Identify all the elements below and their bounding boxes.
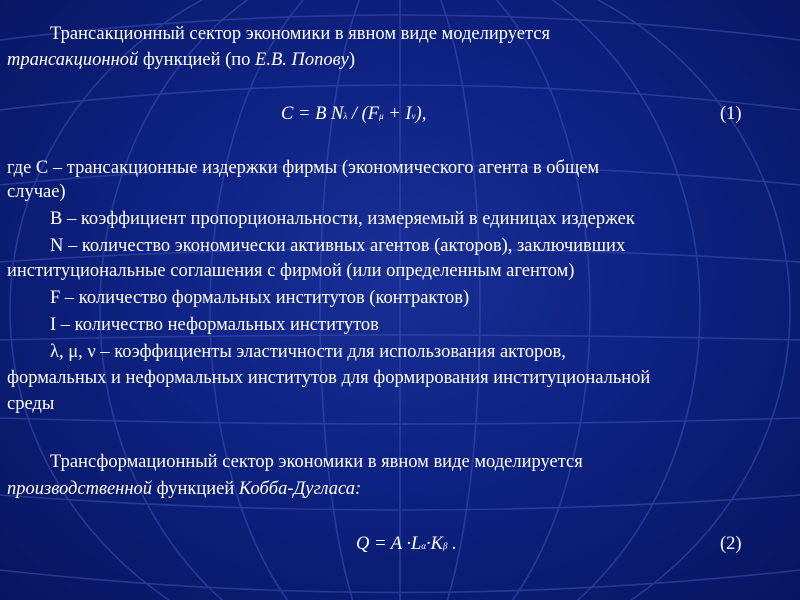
formula1-part-f: / (F (347, 104, 380, 124)
def-where-cont: случае) (7, 182, 66, 202)
def-b: В – коэффициент пропорциональности, измеряемый в единицах издержек (50, 209, 635, 229)
formula1-exp-mu: μ (379, 111, 384, 121)
def-coef-line2: формальных и неформальных институтов для формирования институциональной (7, 368, 651, 388)
formula1-end: ), (415, 104, 427, 124)
def-coef-line3: среды (7, 394, 55, 414)
para1-line1: Трансакционный сектор экономики в явном виде моделируется (50, 24, 550, 44)
term-transactional: трансакционной (7, 50, 139, 70)
formula2-end: . (447, 534, 457, 554)
formula1-number: (1) (720, 104, 742, 124)
formula-2 (356, 532, 457, 556)
def-n-line2: институциональные соглашения с фирмой (или определенным агентом) (7, 261, 575, 281)
def-i: I – количество неформальных институтов (50, 315, 379, 335)
formula2-exp-beta: β (442, 541, 448, 551)
formula-1 (281, 102, 426, 126)
formula2-exp-alpha: α (421, 541, 426, 551)
def-coef-line1: λ, μ, ν – коэффициенты эластичности для использования акторов, (50, 342, 566, 362)
para1-line2-end: ) (348, 50, 356, 70)
para2-line2 (7, 477, 361, 501)
formula1-part-c: C = B N (281, 104, 344, 124)
formula2-part-k: ·K (426, 534, 443, 554)
formula1-exp-nu: ν (411, 111, 416, 121)
def-f: F – количество формальных институтов (контрактов) (50, 288, 470, 308)
para2-line1: Трансформационный сектор экономики в явном виде моделируется (50, 452, 583, 472)
formula1-part-i: + I (383, 104, 412, 124)
def-where-line: где С – трансакционные издержки фирмы (экономического агента в общем (7, 158, 600, 178)
para1-line2-text: функцией (по (138, 50, 256, 70)
para1-line2 (7, 48, 355, 72)
formula1-exp-lambda: λ (343, 111, 348, 121)
formula2-number: (2) (720, 534, 742, 554)
para2-line2-text: функцией (152, 479, 239, 499)
author-name: Е.В. Попову (255, 50, 349, 70)
cobb-douglas-name: Кобба-Дугласа: (238, 479, 362, 499)
formula2-part-q: Q = A ·L (356, 534, 422, 554)
term-production: производственной (7, 479, 153, 499)
def-n-line1: N – количество экономически активных агентов (акторов), заключивших (50, 236, 626, 256)
